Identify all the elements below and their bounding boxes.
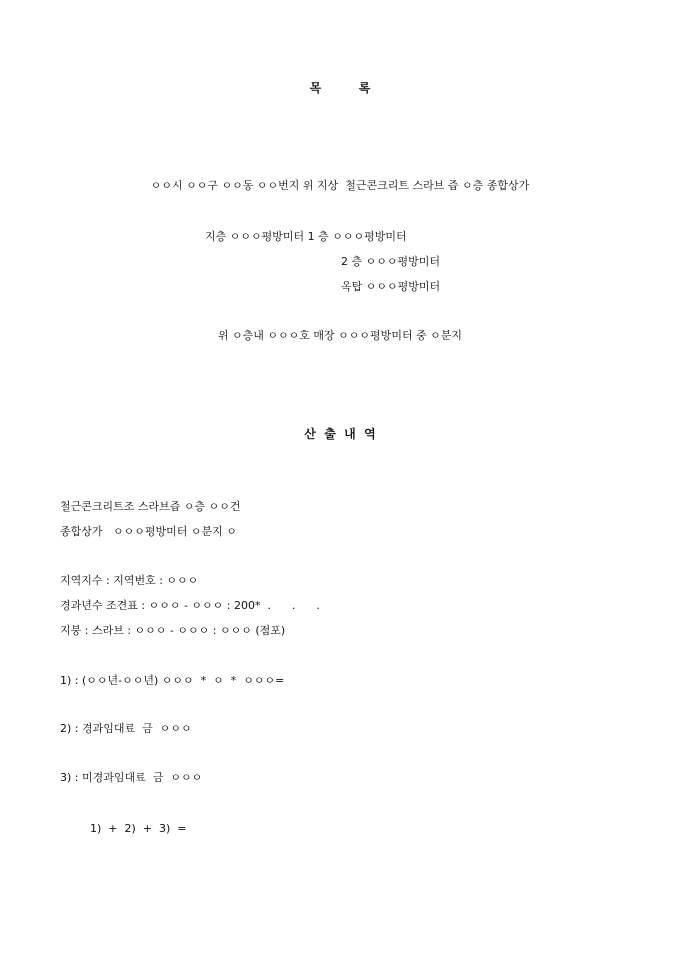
roof-type: 지붕 : 스라브 : ㅇㅇㅇ - ㅇㅇㅇ : ㅇㅇㅇ (점포)	[60, 624, 286, 637]
structure-line-1: 철근콘크리트조 스라브즙 ㅇ층 ㅇㅇ건	[60, 500, 241, 513]
calculation-title: 산 출 내 역	[304, 427, 376, 441]
item-2: 2) : 경과임대료 금 ㅇㅇㅇ	[60, 722, 192, 735]
elapsed-years-table: 경과년수 조견표 : ㅇㅇㅇ - ㅇㅇㅇ : 200* . . .	[60, 599, 320, 612]
floor-basement-first: 지층 ㅇㅇㅇ평방미터 1 층 ㅇㅇㅇ평방미터	[205, 230, 407, 243]
property-description: ㅇㅇ시 ㅇㅇ구 ㅇㅇ동 ㅇㅇ번지 위 지상 철근콘크리트 스라브 즙 ㅇ층 종합상가	[150, 179, 530, 192]
floor-rooftop: 옥탑 ㅇㅇㅇ평방미터	[341, 280, 441, 293]
share-description: 위 ㅇ층내 ㅇㅇㅇ호 매장 ㅇㅇㅇ평방미터 중 ㅇ분지	[217, 329, 463, 342]
structure-line-2: 종합상가 ㅇㅇㅇ평방미터 ㅇ분지 ㅇ	[60, 525, 237, 538]
floor-second: 2 층 ㅇㅇㅇ평방미터	[341, 255, 440, 268]
item-1: 1) : (ㅇㅇ년-ㅇㅇ년) ㅇㅇㅇ * ㅇ * ㅇㅇㅇ=	[60, 674, 285, 687]
sum-formula: 1) + 2) + 3) =	[90, 822, 187, 835]
item-3: 3) : 미경과임대료 금 ㅇㅇㅇ	[60, 771, 203, 784]
regional-index: 지역지수 : 지역번호 : ㅇㅇㅇ	[60, 574, 199, 587]
document-title: 목 록	[309, 81, 371, 95]
